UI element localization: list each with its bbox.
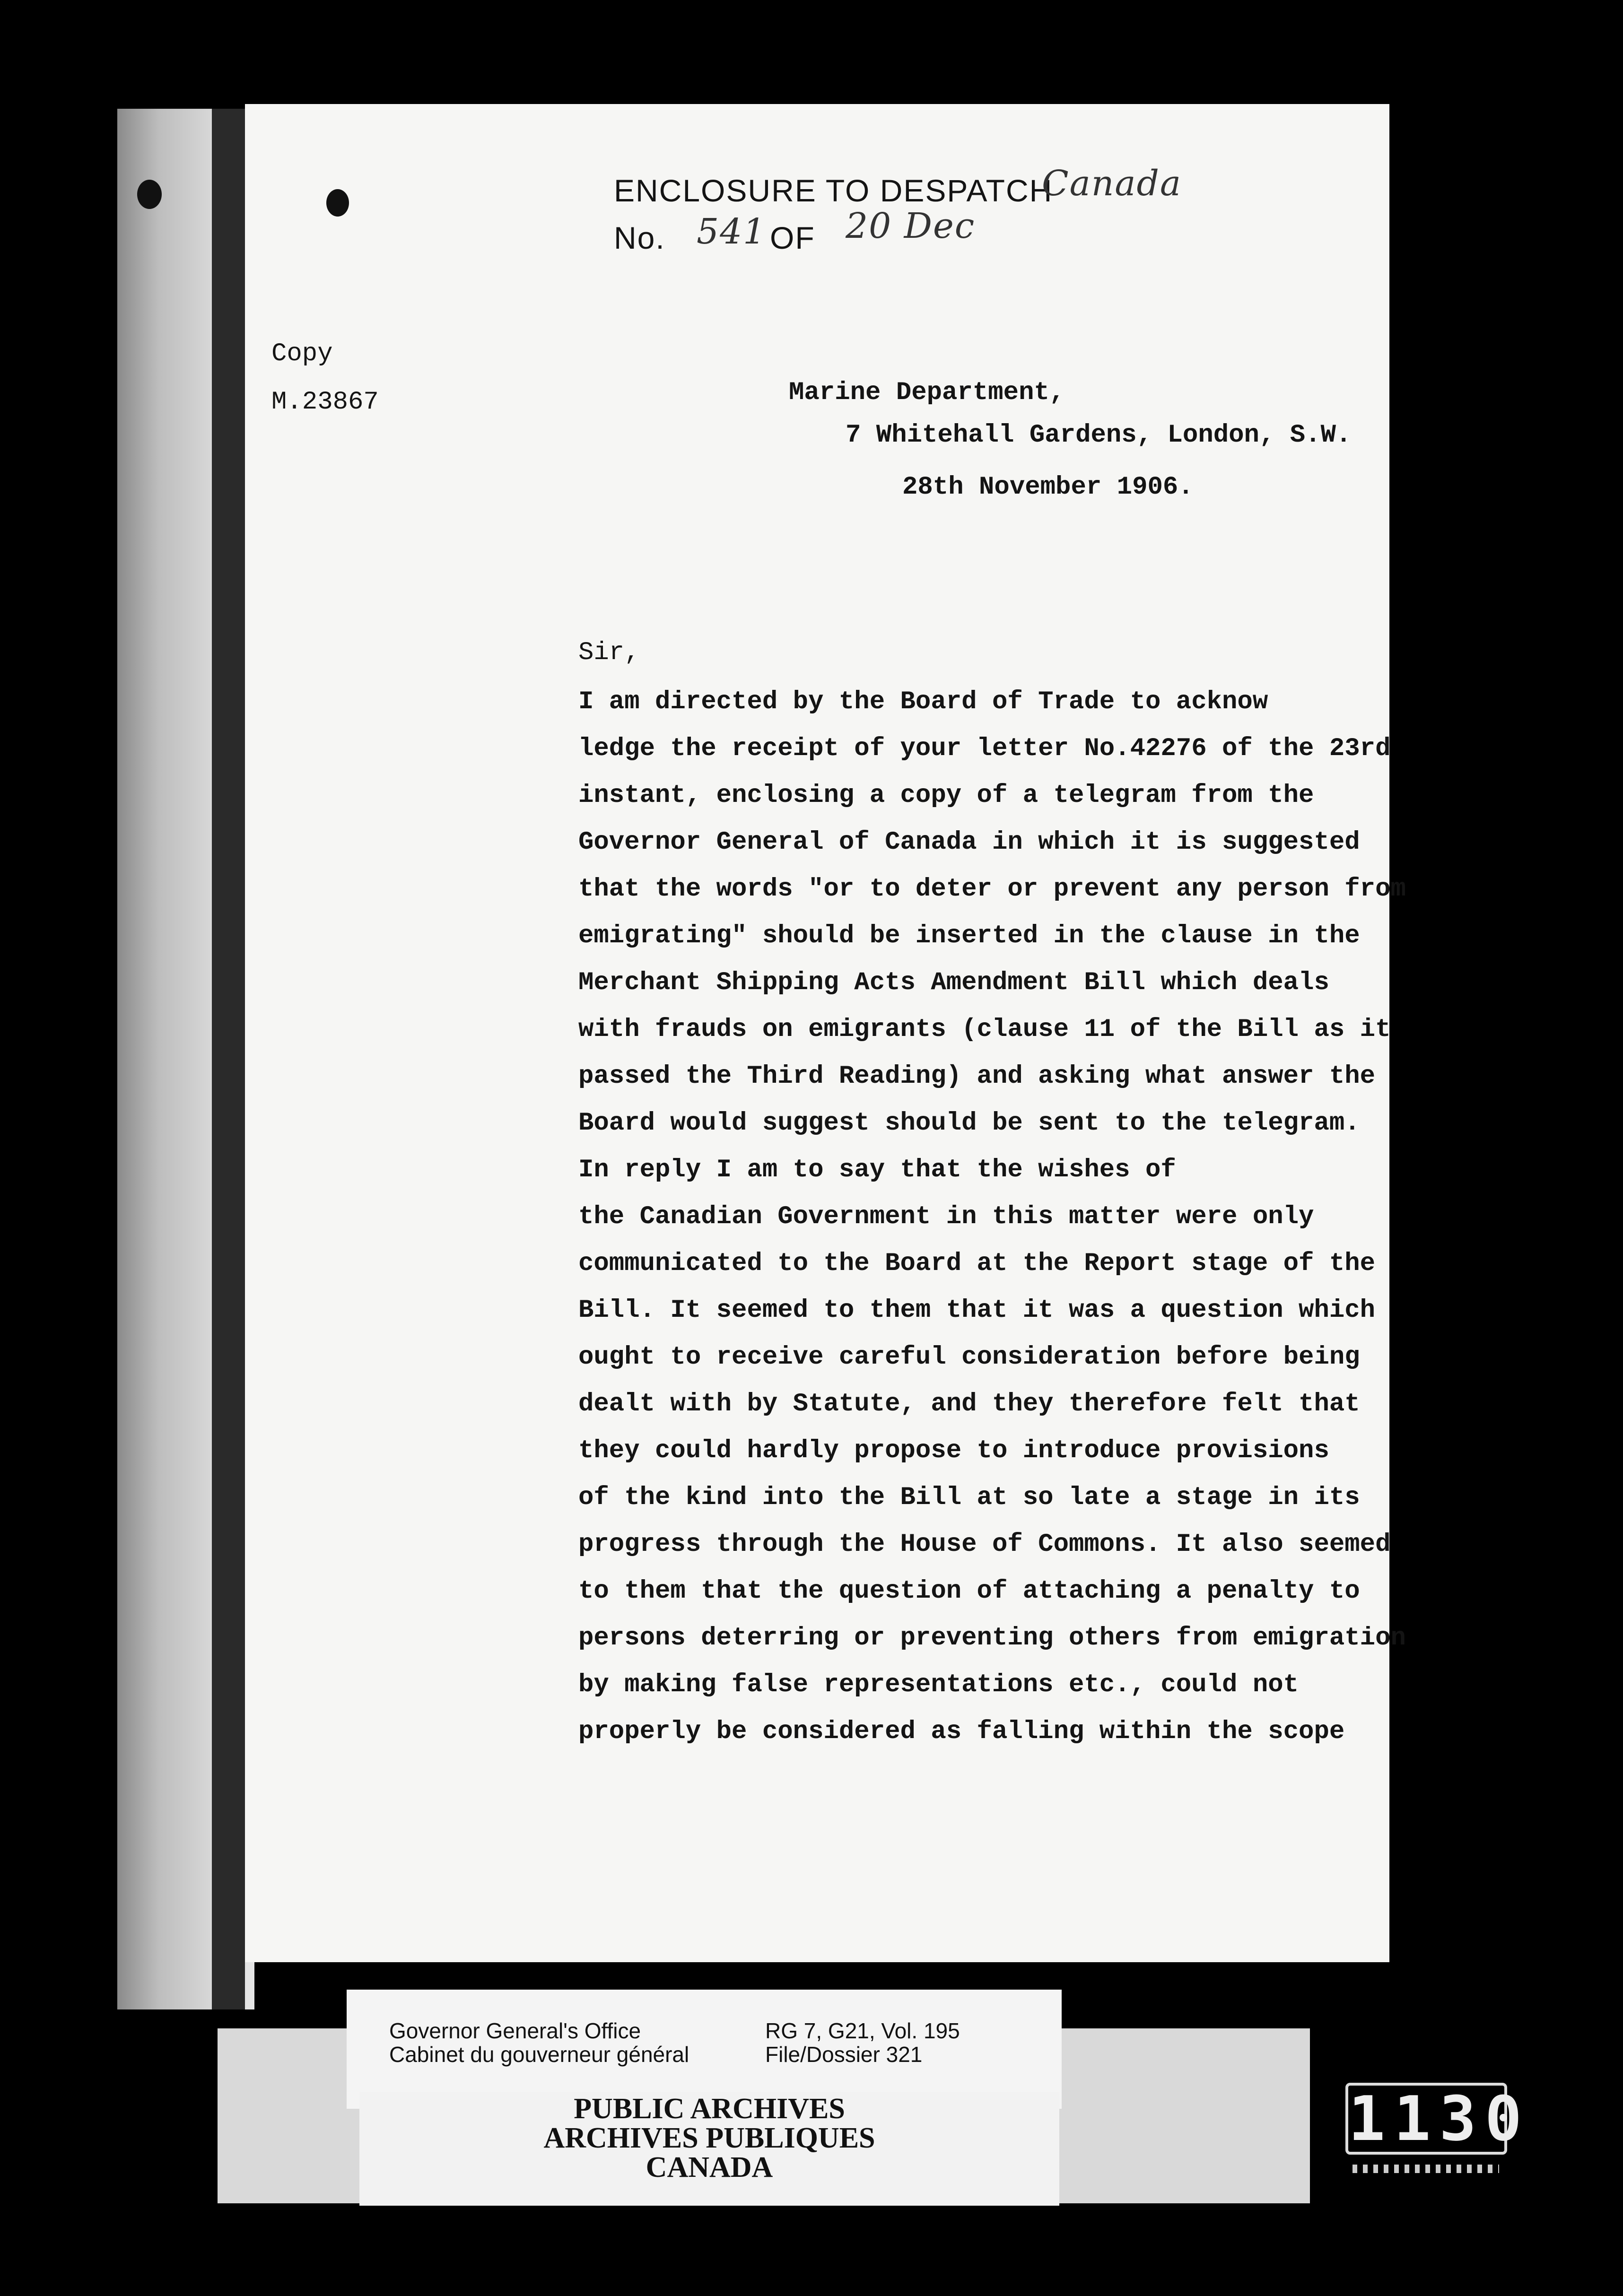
- letter-line: that the words "or to deter or prevent any person from: [578, 875, 1406, 904]
- letter-line: I am directed by the Board of Trade to acknow: [578, 687, 1268, 716]
- punch-hole-mark: [137, 180, 162, 209]
- archive-reference-card: [347, 1990, 1062, 2109]
- archives-line-1: PUBLIC ARCHIVES: [574, 2093, 845, 2125]
- office-french: Cabinet du gouverneur général: [389, 2042, 689, 2067]
- letter-line: Governor General of Canada in which it is suggested: [578, 828, 1360, 857]
- letter-line: In reply I am to say that the wishes of: [578, 1156, 1176, 1184]
- letter-line: ledge the receipt of your letter No.42276 of the 23rd: [578, 734, 1391, 763]
- record-group: RG 7, G21, Vol. 195: [765, 2018, 960, 2043]
- document-page: [245, 104, 1406, 1962]
- letterhead-department: Marine Department,: [789, 378, 1065, 407]
- handwritten-despatch-number: 541: [697, 211, 767, 252]
- film-margin-shadow: [212, 109, 245, 2009]
- letter-line: properly be considered as falling within the scope: [578, 1717, 1345, 1746]
- letter-line: of the kind into the Bill at so late a stage in its: [578, 1483, 1360, 1512]
- letter-line: dealt with by Statute, and they therefore felt that: [578, 1390, 1360, 1418]
- punch-hole-mark: [326, 189, 349, 217]
- public-archives-stamp: [359, 2092, 1059, 2206]
- letter-line: by making false representations etc., could not: [578, 1670, 1299, 1699]
- copy-label: Copy: [271, 339, 333, 368]
- reference-number: M.23867: [271, 388, 379, 417]
- letter-line: instant, enclosing a copy of a telegram from the: [578, 781, 1314, 810]
- salutation: Sir,: [578, 638, 640, 667]
- letter-line: Bill. It seemed to them that it was a question which: [578, 1296, 1376, 1325]
- letter-line: emigrating" should be inserted in the clause in the: [578, 922, 1360, 950]
- enclosure-no-label: No.: [614, 220, 665, 255]
- letter-line: to them that the question of attaching a penalty to: [578, 1577, 1360, 1606]
- letter-line: communicated to the Board at the Report stage of the: [578, 1249, 1376, 1278]
- letter-line: passed the Third Reading) and asking what answer the: [578, 1062, 1376, 1091]
- letter-line: the Canadian Government in this matter were only: [578, 1202, 1314, 1231]
- letterhead-address: 7 Whitehall Gardens, London, S.W.: [846, 421, 1352, 450]
- archives-line-3: CANADA: [646, 2151, 773, 2183]
- letter-line: progress through the House of Commons. It also seemed: [578, 1530, 1391, 1559]
- letter-line: they could hardly propose to introduce provisions: [578, 1436, 1329, 1465]
- enclosure-stamp: [614, 158, 1276, 291]
- letter-line: Board would suggest should be sent to the telegram.: [578, 1109, 1360, 1138]
- handwritten-despatch-date: 20 Dec: [846, 206, 976, 246]
- enclosure-line-1: ENCLOSURE TO DESPATCH: [614, 173, 1053, 208]
- letter-line: ought to receive careful consideration before being: [578, 1343, 1360, 1372]
- archives-line-2: ARCHIVES PUBLIQUES: [543, 2122, 875, 2154]
- handwritten-country: Canada: [1042, 163, 1182, 204]
- letter-line: Merchant Shipping Acts Amendment Bill which deals: [578, 968, 1329, 997]
- enclosure-of-label: OF: [770, 220, 815, 255]
- letter-line: with frauds on emigrants (clause 11 of the Bill as it: [578, 1015, 1391, 1044]
- letterhead-date: 28th November 1906.: [902, 473, 1194, 502]
- office-english: Governor General's Office: [389, 2018, 641, 2043]
- letter-line: persons deterring or preventing others from emigration: [578, 1624, 1406, 1652]
- frame-counter: 1130: [1345, 2083, 1507, 2155]
- file-number: File/Dossier 321: [765, 2042, 923, 2067]
- letter-body: [578, 678, 1406, 1755]
- film-perforations: [1352, 2165, 1499, 2173]
